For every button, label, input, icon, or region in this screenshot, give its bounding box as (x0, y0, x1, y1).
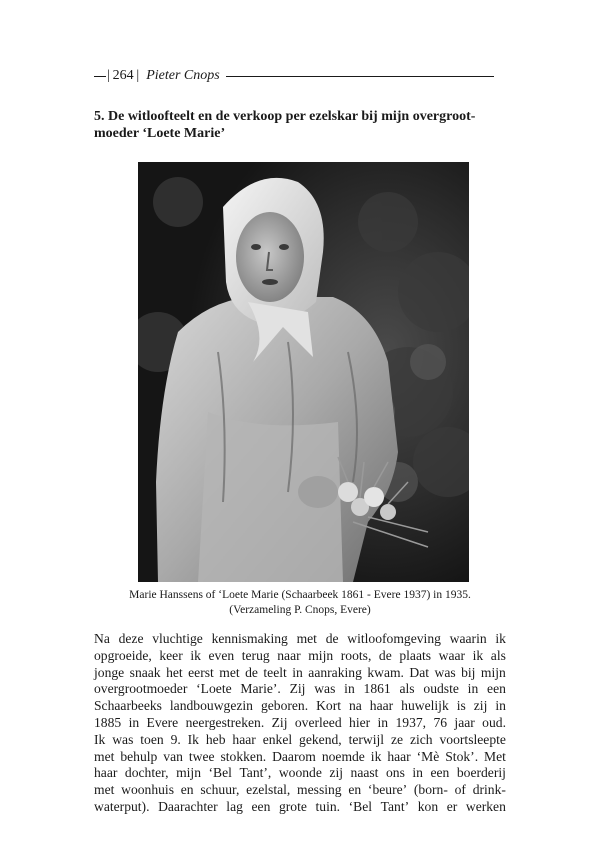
portrait-photo-image (138, 162, 469, 582)
body-word: messing (297, 782, 342, 798)
body-word: Stok’. (445, 748, 479, 764)
body-word: ‘Loete (196, 681, 232, 697)
body-word: Ik (187, 731, 199, 747)
body-word: ik (472, 647, 484, 663)
body-word: Evere (146, 714, 179, 730)
body-word: heb (205, 731, 226, 747)
body-word: in (344, 681, 355, 697)
body-word: ik (495, 631, 506, 646)
body-word: ‘beure’ (367, 782, 408, 798)
page-number-line: | 264 | (107, 68, 140, 83)
body-word: een (430, 765, 450, 781)
body-word: noemde (321, 748, 365, 764)
body-word: de (245, 664, 258, 680)
body-word: ons (385, 765, 405, 781)
body-word: oudste (423, 681, 459, 697)
body-word: Met (484, 748, 506, 764)
body-word: een (251, 798, 271, 814)
body-text-line (94, 732, 506, 749)
body-word: haar (369, 698, 394, 714)
body-word: twee (188, 748, 215, 764)
body-word: toen (140, 731, 164, 747)
section-heading (94, 108, 514, 142)
body-word: 1861 (363, 681, 391, 697)
body-word: enkel (262, 731, 293, 747)
body-word: Daarachter (158, 798, 218, 814)
body-word: was (112, 731, 134, 747)
body-word: oud. (482, 714, 506, 730)
body-word: met (94, 748, 115, 764)
body-word: overleed (294, 714, 342, 730)
body-word: overgrootmoeder (94, 681, 188, 697)
body-word: Zij (271, 714, 288, 730)
body-word: vluchtige (152, 631, 203, 646)
body-word: als (490, 647, 506, 663)
body-word: jonge (94, 664, 125, 680)
body-word: het (166, 664, 183, 680)
body-word: met (296, 631, 317, 646)
body-word: ezelstal, (246, 782, 291, 798)
body-word: woonde (278, 765, 322, 781)
body-word: grote (278, 798, 307, 814)
body-word: 1937, (395, 714, 427, 730)
body-text-line (94, 749, 506, 766)
section-heading-line: moeder ‘Loete Marie’ (94, 126, 226, 141)
body-word: haar (387, 748, 411, 764)
body-word: mijn (308, 647, 334, 663)
body-word: opgroeide, (94, 647, 152, 663)
body-word: waar (438, 647, 466, 663)
body-word: de (378, 647, 392, 663)
body-word: ‘Bel (348, 798, 373, 814)
body-word: Kort (316, 698, 342, 714)
body-word: 9. (170, 731, 181, 747)
body-word: (born- (413, 782, 448, 798)
caption-line: (Verzameling P. Cnops, Evere) (229, 604, 371, 616)
hands (298, 476, 338, 508)
body-word: boerderij (456, 765, 506, 781)
section-heading-line: 5. De witloofteelt en de verkoop per ezelskar bij mijn overgroot- (94, 109, 476, 124)
body-word: bij (461, 664, 476, 680)
body-word: ‘Mè (416, 748, 440, 764)
body-word: dochter, (124, 765, 169, 781)
body-word: waarin (449, 631, 487, 646)
body-word: behulp (120, 748, 158, 764)
running-head (94, 66, 494, 86)
running-head-author: Pieter Cnops (146, 68, 220, 83)
body-word: 1885 (94, 714, 122, 730)
header-dash (94, 76, 106, 77)
body-word: voortsleepte (439, 731, 506, 747)
body-word: roots, (340, 647, 372, 663)
body-word: Na (94, 631, 110, 646)
body-word: als (399, 681, 415, 697)
page-number: 264 (112, 68, 134, 83)
body-word: ze (390, 731, 404, 747)
body-word: ik (370, 748, 382, 764)
body-word: kennismaking (211, 631, 288, 646)
body-word: met (219, 664, 240, 680)
body-word: neergestreken. (185, 714, 265, 730)
body-word: zij (329, 765, 343, 781)
body-word: Tant’ (380, 798, 410, 814)
body-word: ‘Bel (208, 765, 232, 781)
body-word: mijn (176, 765, 201, 781)
face (236, 212, 304, 302)
figure-caption (94, 588, 506, 618)
body-word: plaats (399, 647, 432, 663)
body-word: geboren. (260, 698, 309, 714)
caption-line: Marie Hanssens of ‘Loete Marie (Schaarbeek 1861 - Evere 1937) in 1935. (129, 589, 471, 601)
body-word: een (487, 681, 506, 697)
body-word: was (434, 664, 456, 680)
body-word: landbouwgezin (169, 698, 253, 714)
body-word: deze (118, 631, 144, 646)
body-word: in (467, 681, 479, 697)
body-word: schuur, (200, 782, 240, 798)
body-word: snaak (129, 664, 161, 680)
body-word: lag (226, 798, 243, 814)
body-word: en (180, 782, 194, 798)
body-word: werken (465, 798, 506, 814)
header-rule (226, 76, 494, 77)
body-word: huwelijk (401, 698, 449, 714)
body-text-line (94, 782, 506, 799)
body-word: in (128, 714, 140, 730)
body-word: van (163, 748, 183, 764)
body-word: eerst (188, 664, 214, 680)
body-word: 76 (433, 714, 448, 730)
body-paragraph (94, 631, 506, 816)
body-word: in (377, 714, 389, 730)
body-word: keer (159, 647, 183, 663)
body-text-line (94, 765, 506, 782)
body-word: Schaarbeeks (94, 698, 162, 714)
body-word: na (348, 698, 362, 714)
body-word: Tant’, (239, 765, 272, 781)
body-word: woonhuis (121, 782, 174, 798)
body-word: in (412, 765, 423, 781)
body-word: haar (94, 765, 118, 781)
body-word: Daarom (272, 748, 316, 764)
body-word: aanraking (308, 664, 362, 680)
body-text-line (94, 799, 506, 816)
body-word: is (456, 698, 466, 714)
body-word: Ik (94, 731, 106, 747)
body-text-line (94, 715, 506, 732)
body-word: zich (409, 731, 433, 747)
body-text-line (94, 631, 506, 648)
body-word: haar (232, 731, 256, 747)
body-word: in (292, 664, 303, 680)
body-word: en (348, 782, 362, 798)
body-word: witloofomgeving (347, 631, 441, 646)
body-word: ik (190, 647, 201, 663)
body-word: gekend, (299, 731, 342, 747)
body-text-line (94, 681, 506, 698)
body-word: naar (277, 647, 301, 663)
body-word: drink- (472, 782, 506, 798)
body-text-line (94, 665, 506, 682)
body-word: was (314, 681, 336, 697)
body-word: Dat (409, 664, 430, 680)
body-word: jaar (454, 714, 475, 730)
body-word: kwam. (367, 664, 404, 680)
portrait-photo (138, 162, 469, 582)
body-word: of (454, 782, 466, 798)
body-word: Marie’. (240, 681, 281, 697)
body-word: zij (473, 698, 488, 714)
body-word: naast (350, 765, 379, 781)
body-word: in (495, 698, 506, 714)
body-word: terwijl (348, 731, 385, 747)
body-text-line (94, 648, 506, 665)
body-word: met (94, 782, 115, 798)
body-word: mijn (480, 664, 506, 680)
body-word: hier (349, 714, 371, 730)
body-word: kon (417, 798, 439, 814)
body-word: de (325, 631, 339, 646)
body-word: stokken. (220, 748, 267, 764)
body-word: terug (241, 647, 270, 663)
body-text-line (94, 698, 506, 715)
body-word: even (208, 647, 235, 663)
body-word: waterput). (94, 798, 150, 814)
body-word: tuin. (315, 798, 341, 814)
body-word: er (446, 798, 458, 814)
body-word: teelt (263, 664, 287, 680)
body-word: Zij (289, 681, 306, 697)
